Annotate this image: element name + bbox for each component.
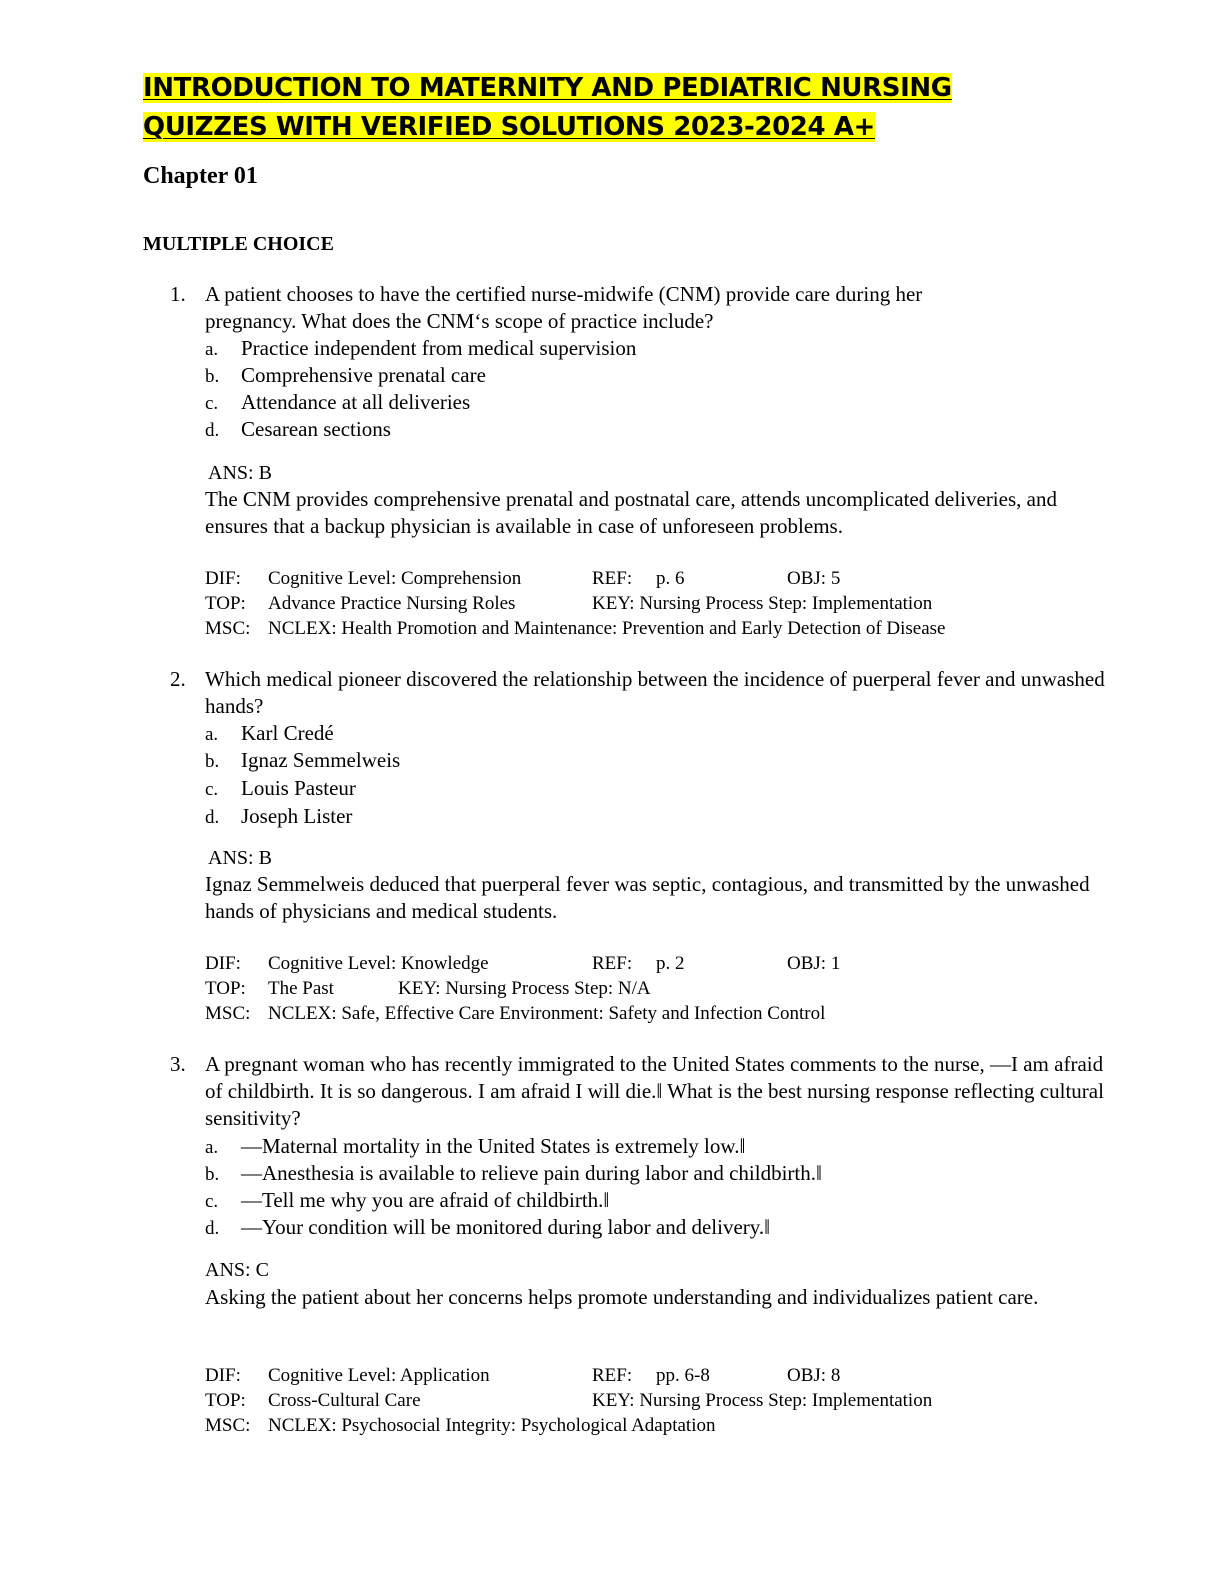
option-a [205,720,334,748]
chapter-heading: Chapter 01 [143,163,258,189]
key-value: KEY: Nursing Process Step: Implementation [592,1390,933,1411]
ref-label: REF: [592,568,633,589]
ref-label: REF: [592,953,633,974]
option-b [205,747,400,775]
option-d [205,416,391,444]
document-title-line-1 [143,70,952,106]
option-letter: d. [205,807,220,828]
difficulty-value: Cognitive Level: Application [268,1365,490,1386]
option-letter: a. [205,1137,219,1158]
option-letter: a. [205,339,219,360]
question-text: Which medical pioneer discovered the relationship between the incidence of puerperal fever and unwashed hands? [205,667,1105,719]
title-highlight-1: INTRODUCTION TO MATERNITY AND PEDIATRIC NURSING [143,73,952,103]
question-number: 1. [170,282,186,306]
option-letter: d. [205,420,220,441]
option-a [205,335,636,363]
option-text: Ignaz Semmelweis [241,748,401,772]
question-text: A pregnant woman who has recently immigrated to the United States comments to the nurse, ―I am afraid of childbirth. It is so dangerous. I am afraid I will die.‖ What is the best nursing response reflecting cultural sensitivity? [205,1052,1104,1131]
option-letter: c. [205,779,219,800]
option-d [205,1214,770,1242]
answer-key: ANS: B [208,462,272,484]
ref-label: REF: [592,1365,633,1386]
option-letter: c. [205,393,219,414]
objective-value: OBJ: 5 [787,568,841,589]
title-highlight-2: QUIZZES WITH VERIFIED SOLUTIONS 2023-2024 A+ [143,112,875,142]
option-letter: b. [205,366,220,387]
difficulty-value: Cognitive Level: Comprehension [268,568,522,589]
option-letter: b. [205,751,220,772]
option-a [205,1133,745,1161]
topic-value: Cross-Cultural Care [268,1390,421,1411]
msc-value: NCLEX: Health Promotion and Maintenance: Prevention and Early Detection of Disease [268,618,946,639]
topic-value: The Past [268,978,334,999]
option-d [205,803,352,831]
reference-value: p. 2 [656,953,685,974]
answer-key: ANS: B [208,847,272,869]
question-number: 3. [170,1052,186,1076]
option-c [205,775,356,803]
difficulty-value: Cognitive Level: Knowledge [268,953,489,974]
msc-value: NCLEX: Psychosocial Integrity: Psychological Adaptation [268,1415,716,1436]
option-b [205,362,486,390]
top-label: TOP: [205,1390,246,1411]
option-text: Practice independent from medical supervision [241,336,637,360]
option-text: ―Maternal mortality in the United States is extremely low.‖ [241,1134,746,1158]
msc-label: MSC: [205,1003,251,1024]
msc-label: MSC: [205,1415,251,1436]
top-label: TOP: [205,978,246,999]
question-number: 2. [170,667,186,691]
document-title-line-2 [143,109,875,145]
reference-value: pp. 6-8 [656,1365,710,1386]
option-c [205,1187,609,1215]
option-letter: a. [205,724,219,745]
msc-value: NCLEX: Safe, Effective Care Environment: Safety and Infection Control [268,1003,826,1024]
option-text: Louis Pasteur [241,776,356,800]
key-value: KEY: Nursing Process Step: N/A [398,978,651,999]
option-letter: c. [205,1191,219,1212]
answer-rationale: The CNM provides comprehensive prenatal and postnatal care, attends uncomplicated deliveries, and ensures that a backup physician is available in case of unforeseen problems. [205,487,1057,539]
option-letter: b. [205,1164,220,1185]
option-text: Karl Credé [241,721,334,745]
option-b [205,1160,822,1188]
topic-value: Advance Practice Nursing Roles [268,593,516,614]
objective-value: OBJ: 1 [787,953,841,974]
question-text: A patient chooses to have the certified nurse-midwife (CNM) provide care during her pregnancy. What does the CNM‘s scope of practice include? [205,282,923,334]
key-value: KEY: Nursing Process Step: Implementation [592,593,933,614]
objective-value: OBJ: 8 [787,1365,841,1386]
option-c [205,389,470,417]
reference-value: p. 6 [656,568,685,589]
answer-rationale: Asking the patient about her concerns helps promote understanding and individualizes patient care. [205,1285,1039,1309]
section-heading: MULTIPLE CHOICE [143,233,334,255]
option-letter: d. [205,1218,220,1239]
option-text: Comprehensive prenatal care [241,363,486,387]
dif-label: DIF: [205,568,241,589]
option-text: Attendance at all deliveries [241,390,471,414]
option-text: Cesarean sections [241,417,391,441]
option-text: ―Anesthesia is available to relieve pain during labor and childbirth.‖ [241,1161,822,1185]
option-text: Joseph Lister [241,804,353,828]
option-text: ―Your condition will be monitored during labor and delivery.‖ [241,1215,771,1239]
dif-label: DIF: [205,953,241,974]
msc-label: MSC: [205,618,251,639]
dif-label: DIF: [205,1365,241,1386]
top-label: TOP: [205,593,246,614]
answer-rationale: Ignaz Semmelweis deduced that puerperal fever was septic, contagious, and transmitted by the unwashed hands of physicians and medical students. [205,872,1090,924]
option-text: ―Tell me why you are afraid of childbirth.‖ [241,1188,610,1212]
answer-key: ANS: C [205,1259,269,1281]
